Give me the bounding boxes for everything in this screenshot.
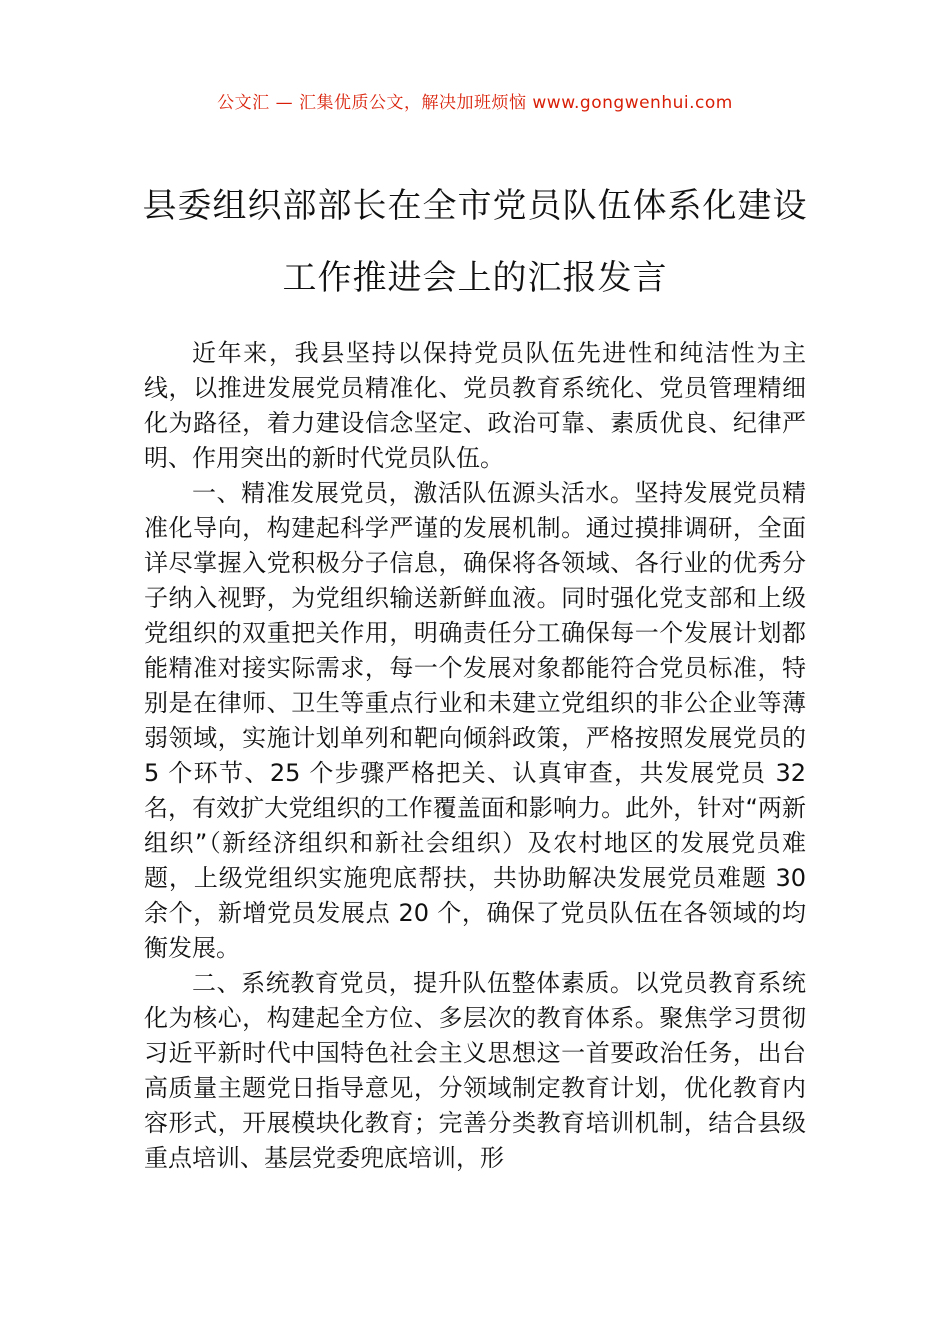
paragraph-intro: 近年来，我县坚持以保持党员队伍先进性和纯洁性为主线，以推进发展党员精准化、党员教育系统化、党员管理精细化为路径，着力建设信念坚定、政治可靠、素质优良、纪律严明、作用突出的新时代党员队伍。: [144, 339, 806, 472]
header-banner: 公文汇 — 汇集优质公文，解决加班烦恼 www.gongwenhui.com: [217, 93, 733, 113]
document-title: 县委组织部部长在全市党员队伍体系化建设工作推进会上的汇报发言: [142, 186, 808, 298]
document-body: [144, 336, 806, 1176]
paragraph-section-2: 二、系统教育党员，提升队伍整体素质。以党员教育系统化为核心，构建起全方位、多层次的教育体系。聚焦学习贯彻习近平新时代中国特色社会主义思想这一首要政治任务，出台高质量主题党日指导意见，分领域制定教育计划，优化教育内容形式，开展模块化教育；完善分类教育培训机制，结合县级重点培训、基层党委兜底培训，形: [144, 969, 806, 1172]
paragraph-section-1: 一、精准发展党员，激活队伍源头活水。坚持发展党员精准化导向，构建起科学严谨的发展机制。通过摸排调研，全面详尽掌握入党积极分子信息，确保将各领域、各行业的优秀分子纳入视野，为党组织输送新鲜血液。同时强化党支部和上级党组织的双重把关作用，明确责任分工确保每一个发展计划都能精准对接实际需求，每一个发展对象都能符合党员标准，特别是在律师、卫生等重点行业和未建立党组织的非公企业等薄弱领域，实施计划单列和靶向倾斜政策，严格按照发展党员的 5 个环节、25 个步骤严格把关、认真审查，共发展党员 32 名，有效扩大党组织的工作覆盖面和影响力。此外，针对“两新组织”（新经济组织和新社会组织）及农村地区的发展党员难题，上级党组织实施兜底帮扶，共协助解决发展党员难题 30 余个，新增党员发展点 20 个，确保了党员队伍在各领域的均衡发展。: [144, 479, 806, 962]
